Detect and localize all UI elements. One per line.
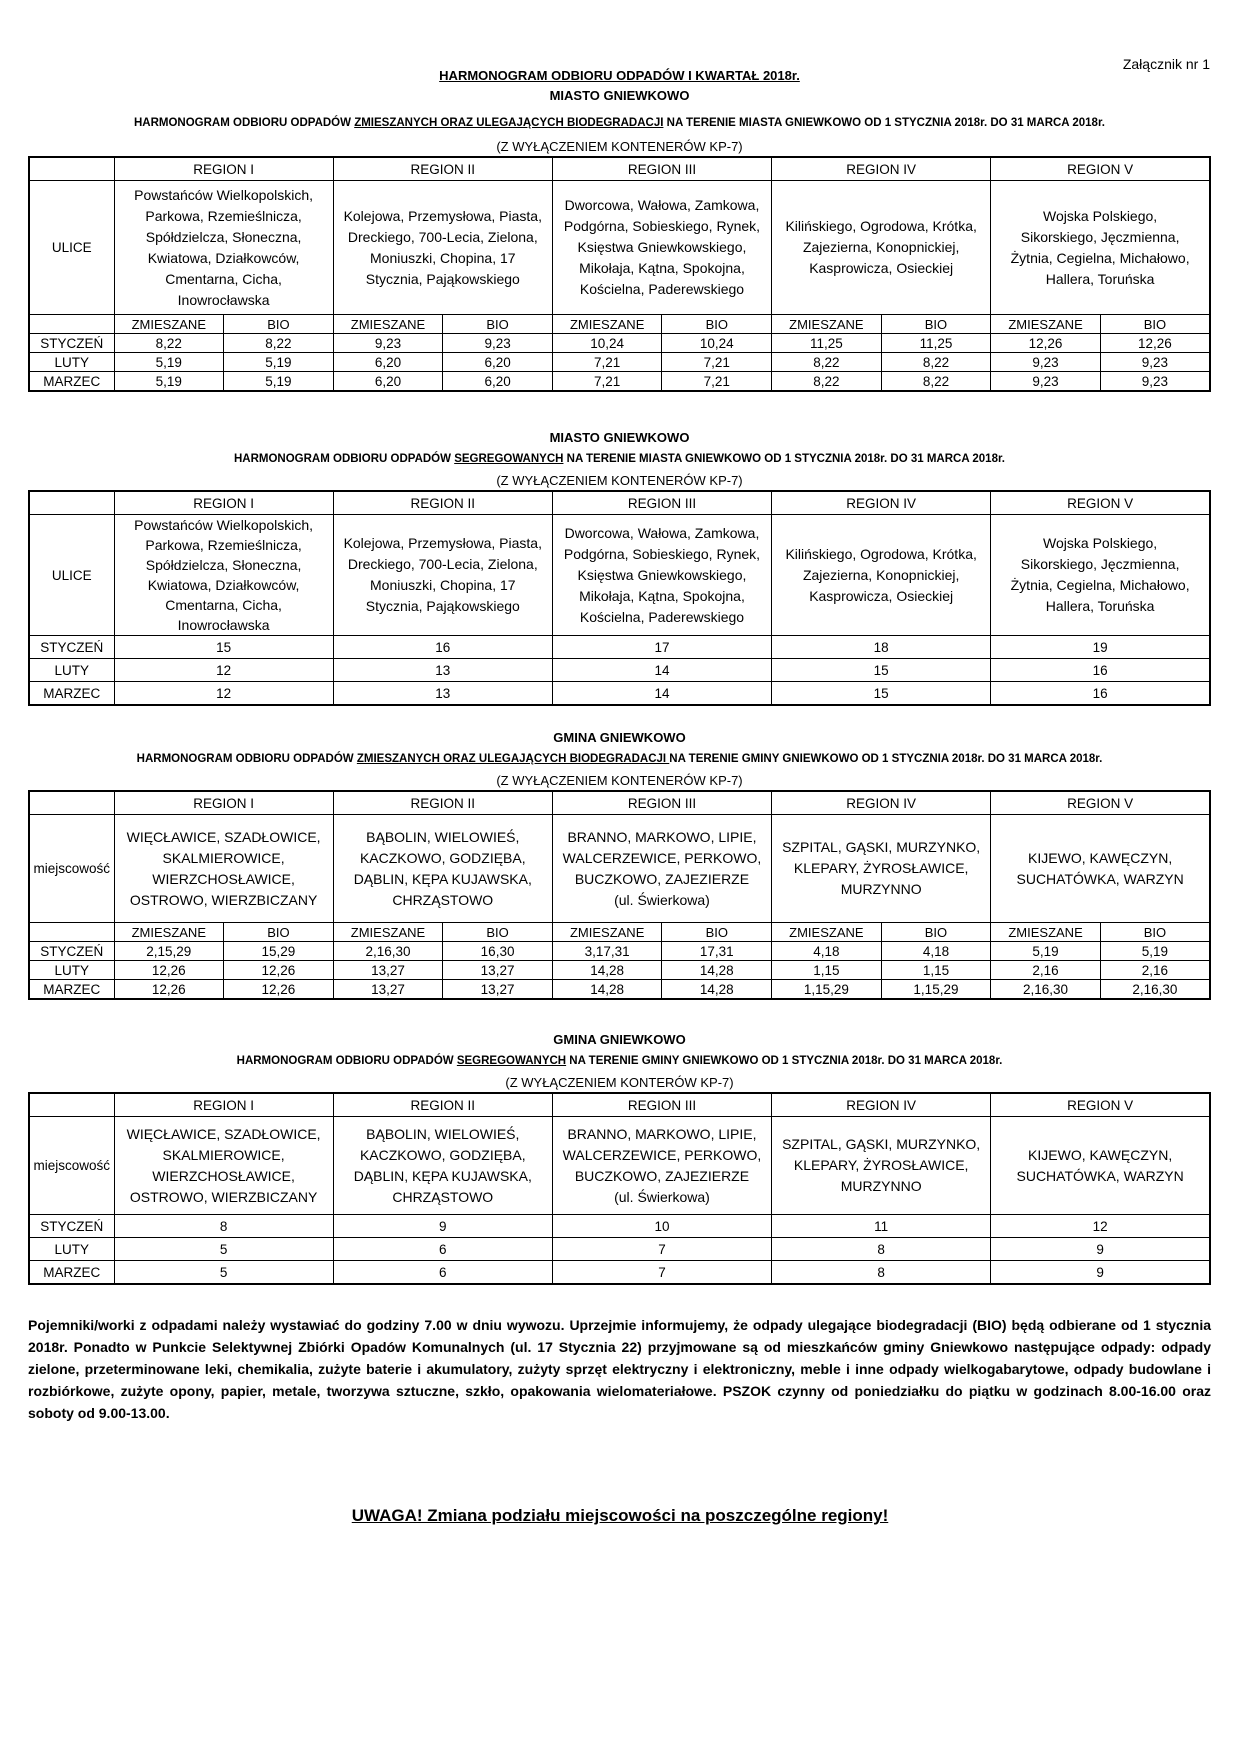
pickup-dates-cell: 7,21 (552, 353, 662, 372)
cell-line: WIĘCŁAWICE, SZADŁOWICE, (126, 828, 321, 845)
pickup-dates-cell: 8,22 (114, 334, 224, 353)
row-label-streets: ULICE (29, 181, 114, 315)
row-label-towns: miejscowość (29, 1117, 114, 1215)
exclusion-note: (Z WYŁĄCZENIEM KONTENERÓW KP-7) (496, 473, 743, 488)
waste-type-row (29, 923, 1210, 942)
pickup-dates-cell: 9,23 (991, 353, 1101, 372)
pickup-dates-cell: 8 (772, 1238, 991, 1261)
pickup-dates-cell: 6,20 (443, 372, 553, 392)
pickup-dates-cell: 6,20 (333, 353, 443, 372)
cell-line: OSTROWO, WIERZBICZANY (129, 891, 318, 908)
pickup-dates-cell: 9,23 (1100, 372, 1210, 392)
month-label: LUTY (29, 961, 114, 980)
col-mixed: ZMIESZANE (552, 923, 662, 942)
cell-line: Dreckiego, 700-Lecia, Zielona, (347, 556, 538, 572)
pickup-dates-cell: 8 (772, 1261, 991, 1285)
month-row (29, 1261, 1210, 1285)
towns-cell (114, 815, 333, 923)
cell-line: KIJEWO, KAWĘCZYN, (1028, 1146, 1173, 1163)
pickup-dates-cell: 6 (333, 1261, 552, 1285)
month-label: MARZEC (29, 682, 114, 706)
col-mixed: ZMIESZANE (552, 315, 662, 334)
towns-cell (772, 1117, 991, 1215)
pickup-dates-cell: 11,25 (772, 334, 882, 353)
gmina-mixed-table (28, 790, 1211, 1000)
pickup-dates-cell: 14,28 (662, 961, 772, 980)
cell-line: MURZYNNO (840, 881, 922, 897)
region-header: REGION I (114, 791, 333, 815)
pickup-dates-cell: 13 (333, 659, 552, 682)
cell-line: Kasprowicza, Osieckiej (809, 587, 954, 604)
cell-line: Powstańców Wielkopolskich, (134, 186, 314, 203)
exclusion-note: (Z WYŁĄCZENIEM KONTERÓW KP-7) (505, 1075, 734, 1090)
col-mixed: ZMIESZANE (333, 923, 443, 942)
month-label: LUTY (29, 659, 114, 682)
pickup-dates-cell: 9 (991, 1261, 1210, 1285)
pickup-dates-cell: 15 (114, 636, 333, 659)
pickup-dates-cell: 6,20 (443, 353, 553, 372)
pickup-dates-cell: 12,26 (114, 980, 224, 1000)
cell-line: Kwiatowa, Działkowców, (147, 249, 300, 266)
cell-line: Podgórna, Sobieskiego, Rynek, (563, 218, 761, 234)
waste-type-row (29, 315, 1210, 334)
pickup-dates-cell: 7 (552, 1238, 771, 1261)
region-header: REGION V (991, 791, 1210, 815)
document-title: HARMONOGRAM ODBIORU ODPADÓW I KWARTAŁ 2018r. (439, 68, 800, 83)
cell-line: Moniuszki, Chopina, 17 (370, 249, 516, 266)
month-row (29, 334, 1210, 353)
cell-line: BĄBOLIN, WIELOWIEŚ, (366, 828, 520, 845)
towns-cell (991, 815, 1210, 923)
pickup-dates-cell: 8,22 (772, 372, 882, 392)
cell-line: Cmentarna, Cicha, (165, 597, 282, 613)
col-mixed: ZMIESZANE (772, 923, 882, 942)
cell-line: DĄBLIN, KĘPA KUJAWSKA, (353, 1167, 532, 1184)
cell-line: Parkowa, Rzemieślnicza, (145, 537, 302, 553)
cell-line: Żytnia, Cegielna, Michałowo, (1010, 577, 1190, 593)
cell-line: WALCERZEWICE, PERKOWO, (562, 1146, 762, 1163)
pickup-dates-cell: 12 (114, 682, 333, 706)
pickup-dates-cell: 15,29 (224, 942, 334, 961)
section-subtitle: HARMONOGRAM ODBIORU ODPADÓW SEGREGOWANYCH NA TERENIE MIASTA GNIEWKOWO OD 1 STYCZNIA 2018r. DO 31 MARCA 2018r. (233, 453, 1006, 465)
month-label: MARZEC (29, 1261, 114, 1285)
cell-line: Wojska Polskiego, (1043, 535, 1158, 551)
streets-cell (772, 181, 991, 315)
col-mixed: ZMIESZANE (991, 923, 1101, 942)
col-mixed: ZMIESZANE (333, 315, 443, 334)
cell-line: BUCZKOWO, ZAJEZIERZE (574, 1167, 750, 1184)
cell-line: Dworcowa, Wałowa, Zamkowa, (564, 524, 760, 541)
cell-line: BĄBOLIN, WIELOWIEŚ, (366, 1125, 520, 1142)
pickup-dates-cell: 12,26 (991, 334, 1101, 353)
streets-cell (991, 515, 1210, 636)
towns-cell (772, 815, 991, 923)
cell-line: Kilińskiego, Ogrodowa, Krótka, (785, 218, 977, 234)
pickup-dates-cell: 10,24 (662, 334, 772, 353)
col-mixed: ZMIESZANE (114, 923, 224, 942)
warning-text: UWAGA! Zmiana podziału miejscowości na poszczególne regiony! (351, 1506, 889, 1525)
region-header: REGION III (552, 1093, 771, 1117)
col-bio: BIO (1100, 923, 1210, 942)
region-header: REGION V (991, 157, 1210, 181)
col-bio: BIO (443, 923, 553, 942)
cell-line: BRANNO, MARKOWO, LIPIE, (567, 828, 757, 845)
cell-line: Stycznia, Pająkowskiego (365, 270, 520, 287)
cell-line: WIERZCHOSŁAWICE, (152, 1167, 295, 1184)
cell-line: Kasprowicza, Osieckiej (809, 260, 954, 276)
streets-cell (552, 181, 771, 315)
pickup-dates-cell: 17 (552, 636, 771, 659)
cell-line: DĄBLIN, KĘPA KUJAWSKA, (353, 870, 532, 887)
pickup-dates-cell: 5,19 (1100, 942, 1210, 961)
region-header: REGION II (333, 491, 552, 515)
city-segregated-table (28, 490, 1211, 706)
cell-line: BRANNO, MARKOWO, LIPIE, (567, 1125, 757, 1142)
cell-line: Mikołaja, Kątna, Spokojna, (579, 260, 745, 276)
gmina-segregated-table (28, 1092, 1211, 1285)
region-header: REGION I (114, 1093, 333, 1117)
pickup-dates-cell: 17,31 (662, 942, 772, 961)
month-row (29, 1215, 1210, 1238)
col-mixed: ZMIESZANE (772, 315, 882, 334)
region-header: REGION II (333, 157, 552, 181)
month-row (29, 942, 1210, 961)
pickup-dates-cell: 14,28 (662, 980, 772, 1000)
pickup-dates-cell: 5,19 (991, 942, 1101, 961)
section-gmina-segregated (28, 1030, 1211, 1285)
col-bio: BIO (881, 315, 991, 334)
pickup-dates-cell: 11 (772, 1215, 991, 1238)
pickup-dates-cell: 2,15,29 (114, 942, 224, 961)
month-label: STYCZEŃ (29, 636, 114, 659)
pickup-dates-cell: 18 (772, 636, 991, 659)
pickup-dates-cell: 2,16,30 (333, 942, 443, 961)
region-header: REGION IV (772, 491, 991, 515)
pickup-dates-cell: 19 (991, 636, 1210, 659)
col-bio: BIO (662, 315, 772, 334)
streets-cell (333, 181, 552, 315)
row-label-towns: miejscowość (29, 815, 114, 923)
pickup-dates-cell: 2,16 (991, 961, 1101, 980)
cell-line: SZPITAL, GĄSKI, MURZYNKO, (782, 839, 981, 855)
pickup-dates-cell: 14 (552, 682, 771, 706)
pickup-dates-cell: 15 (772, 682, 991, 706)
month-row (29, 636, 1210, 659)
pickup-dates-cell: 9,23 (991, 372, 1101, 392)
pickup-dates-cell: 13,27 (333, 961, 443, 980)
cell-line: CHRZĄSTOWO (392, 891, 494, 908)
cell-line: KLEPARY, ŻYROSŁAWICE, (793, 1157, 969, 1173)
streets-cell (991, 181, 1210, 315)
exclusion-note: (Z WYŁĄCZENIEM KONTENERÓW KP-7) (496, 773, 743, 788)
streets-cell (114, 515, 333, 636)
col-bio: BIO (224, 923, 334, 942)
pickup-dates-cell: 8,22 (772, 353, 882, 372)
pickup-dates-cell: 10,24 (552, 334, 662, 353)
pickup-dates-cell: 12 (114, 659, 333, 682)
pickup-dates-cell: 16,30 (443, 942, 553, 961)
region-header: REGION III (552, 491, 771, 515)
month-row (29, 353, 1210, 372)
pickup-dates-cell: 14,28 (552, 980, 662, 1000)
notice-paragraph: Pojemniki/worki z odpadami należy wystawiać do godziny 7.00 w dniu wywozu. Uprzejmie informujemy, że odpady ulegające biodegradacji (BIO) będą odbierane od 1 stycznia 2018r. Ponadto w Punkcie Selektywnej Zbiórki Opadów Komunalnych (ul. 17 Stycznia 22) przyjmowane są od mieszkańców gminy Gniewkowo następujące odpady: odpady zielone, przeterminowane leki, chemikalia, zużyte baterie i akumulatory, zużyty sprzęt elektryczny i elektroniczny, meble i inne odpady wielkogabarytowe, odpady budowlane i rozbiórkowe, zużyte opony, papier, metale, tworzywa sztuczne, szkło, opakowania wielomateriałowe. PSZOK czynny od poniedziałku do piątku w godzinach 8.00-16.00 oraz soboty od 9.00-13.00. (28, 1317, 1211, 1421)
cell-line: Mikołaja, Kątna, Spokojna, (579, 587, 745, 604)
cell-line: Moniuszki, Chopina, 17 (370, 577, 516, 593)
cell-line: (ul. Świerkowa) (614, 1188, 710, 1205)
section-gmina-mixed (28, 728, 1211, 1000)
cell-line: Spółdzielcza, Słoneczna, (145, 557, 302, 573)
region-header: REGION II (333, 791, 552, 815)
pickup-dates-cell: 12,26 (114, 961, 224, 980)
streets-cell (114, 181, 333, 315)
month-row (29, 980, 1210, 1000)
cell-line: Żytnia, Cegielna, Michałowo, (1010, 249, 1190, 266)
region-header: REGION I (114, 157, 333, 181)
region-header: REGION III (552, 791, 771, 815)
cell-line: Zajezierna, Konopnickiej, (802, 239, 960, 255)
cell-line: Kolejowa, Przemysłowa, Piasta, (343, 207, 542, 224)
cell-line: Sikorskiego, Jęczmienna, (1020, 228, 1180, 245)
streets-cell (333, 515, 552, 636)
cell-line: WALCERZEWICE, PERKOWO, (562, 849, 762, 866)
region-header: REGION I (114, 491, 333, 515)
pickup-dates-cell: 5,19 (114, 353, 224, 372)
pickup-dates-cell: 10 (552, 1215, 771, 1238)
towns-cell (333, 1117, 552, 1215)
towns-cell (333, 815, 552, 923)
pickup-dates-cell: 9,23 (443, 334, 553, 353)
cell-line: Dworcowa, Wałowa, Zamkowa, (564, 197, 760, 213)
col-bio: BIO (224, 315, 334, 334)
cell-line: Hallera, Toruńska (1045, 598, 1155, 614)
cell-line: Kwiatowa, Działkowców, (147, 577, 300, 593)
pickup-dates-cell: 14,28 (552, 961, 662, 980)
pickup-dates-cell: 7,21 (552, 372, 662, 392)
pickup-dates-cell: 8,22 (224, 334, 334, 353)
pickup-dates-cell: 8,22 (881, 372, 991, 392)
section-heading: MIASTO GNIEWKOWO (549, 88, 690, 103)
col-bio: BIO (662, 923, 772, 942)
pickup-dates-cell: 9 (991, 1238, 1210, 1261)
month-label: MARZEC (29, 372, 114, 392)
month-row (29, 961, 1210, 980)
pickup-dates-cell: 13 (333, 682, 552, 706)
pickup-dates-cell: 4,18 (772, 942, 882, 961)
month-label: LUTY (29, 353, 114, 372)
cell-line: OSTROWO, WIERZBICZANY (129, 1188, 318, 1205)
pickup-dates-cell: 5,19 (224, 353, 334, 372)
pickup-dates-cell: 12,26 (224, 961, 334, 980)
month-label: LUTY (29, 1238, 114, 1261)
cell-line: SUCHATÓWKA, WARZYN (1016, 1167, 1184, 1184)
cell-line: WIERZCHOSŁAWICE, (152, 870, 295, 887)
cell-line: Spółdzielcza, Słoneczna, (145, 228, 302, 245)
pickup-dates-cell: 11,25 (881, 334, 991, 353)
cell-line: KACZKOWO, GODZIĘBA, (359, 849, 526, 866)
pickup-dates-cell: 5,19 (114, 372, 224, 392)
month-label: STYCZEŃ (29, 942, 114, 961)
cell-line: MURZYNNO (840, 1178, 922, 1194)
month-row (29, 659, 1210, 682)
cell-line: Podgórna, Sobieskiego, Rynek, (563, 545, 761, 562)
cell-line: Kościelna, Paderewskiego (579, 281, 745, 297)
cell-line: SKALMIEROWICE, (162, 849, 285, 866)
cell-line: Kilińskiego, Ogrodowa, Krótka, (785, 545, 977, 562)
pickup-dates-cell: 3,17,31 (552, 942, 662, 961)
region-header: REGION III (552, 157, 771, 181)
section-city-mixed (28, 66, 1211, 392)
pickup-dates-cell: 5 (114, 1238, 333, 1261)
pickup-dates-cell: 8 (114, 1215, 333, 1238)
pickup-dates-cell: 7,21 (662, 372, 772, 392)
cell-line: Wojska Polskiego, (1043, 207, 1158, 224)
col-bio: BIO (881, 923, 991, 942)
cell-line: Stycznia, Pająkowskiego (365, 598, 520, 614)
pickup-dates-cell: 5,19 (224, 372, 334, 392)
pickup-dates-cell: 16 (333, 636, 552, 659)
month-row (29, 372, 1210, 392)
cell-line: Inowrocławska (177, 291, 270, 308)
region-header: REGION IV (772, 791, 991, 815)
cell-line: CHRZĄSTOWO (392, 1188, 494, 1205)
pickup-dates-cell: 8,22 (881, 353, 991, 372)
cell-line: Księstwa Gniewkowskiego, (577, 239, 747, 255)
streets-cell (552, 515, 771, 636)
pickup-dates-cell: 2,16 (1100, 961, 1210, 980)
pickup-dates-cell: 6 (333, 1238, 552, 1261)
month-row (29, 1238, 1210, 1261)
month-label: MARZEC (29, 980, 114, 1000)
region-header: REGION II (333, 1093, 552, 1117)
cell-line: Kościelna, Paderewskiego (579, 608, 745, 625)
towns-cell (552, 815, 771, 923)
pickup-dates-cell: 15 (772, 659, 991, 682)
pickup-dates-cell: 13,27 (333, 980, 443, 1000)
month-row (29, 682, 1210, 706)
pickup-dates-cell: 9,23 (1100, 353, 1210, 372)
cell-line: BUCZKOWO, ZAJEZIERZE (574, 870, 750, 887)
towns-cell (114, 1117, 333, 1215)
pickup-dates-cell: 5 (114, 1261, 333, 1285)
pickup-dates-cell: 12,26 (224, 980, 334, 1000)
city-mixed-table (28, 156, 1211, 392)
pickup-dates-cell: 1,15,29 (772, 980, 882, 1000)
cell-line: Sikorskiego, Jęczmienna, (1020, 556, 1180, 572)
cell-line: (ul. Świerkowa) (614, 891, 710, 908)
col-bio: BIO (1100, 315, 1210, 334)
section-heading: MIASTO GNIEWKOWO (549, 430, 690, 445)
section-subtitle: HARMONOGRAM ODBIORU ODPADÓW ZMIESZANYCH ORAZ ULEGAJĄCYCH BIODEGRADACJI NA TERENIE MIASTA GNIEWKOWO OD 1 STYCZNIA 2018r. DO 31 MARCA 2018r. (133, 117, 1105, 129)
cell-line: KIJEWO, KAWĘCZYN, (1028, 849, 1173, 866)
cell-line: KLEPARY, ŻYROSŁAWICE, (793, 860, 969, 876)
region-header: REGION V (991, 1093, 1210, 1117)
region-header: REGION IV (772, 157, 991, 181)
section-heading: GMINA GNIEWKOWO (553, 730, 686, 745)
pickup-dates-cell: 13,27 (443, 961, 553, 980)
cell-line: Zajezierna, Konopnickiej, (802, 566, 960, 583)
pickup-dates-cell: 4,18 (881, 942, 991, 961)
cell-line: Kolejowa, Przemysłowa, Piasta, (343, 535, 542, 551)
month-label: STYCZEŃ (29, 334, 114, 353)
pickup-dates-cell: 1,15,29 (881, 980, 991, 1000)
towns-cell (552, 1117, 771, 1215)
pickup-dates-cell: 9 (333, 1215, 552, 1238)
pickup-dates-cell: 9,23 (333, 334, 443, 353)
pickup-dates-cell: 12,26 (1100, 334, 1210, 353)
section-subtitle: HARMONOGRAM ODBIORU ODPADÓW SEGREGOWANYCH NA TERENIE GMINY GNIEWKOWO OD 1 STYCZNIA 2018r. DO 31 MARCA 2018r. (236, 1055, 1003, 1067)
cell-line: Hallera, Toruńska (1045, 270, 1155, 287)
cell-line: WIĘCŁAWICE, SZADŁOWICE, (126, 1125, 321, 1142)
region-header: REGION V (991, 491, 1210, 515)
pickup-dates-cell: 13,27 (443, 980, 553, 1000)
cell-line: Powstańców Wielkopolskich, (134, 517, 314, 533)
pickup-dates-cell: 7 (552, 1261, 771, 1285)
pickup-dates-cell: 16 (991, 659, 1210, 682)
cell-line: KACZKOWO, GODZIĘBA, (359, 1146, 526, 1163)
col-mixed: ZMIESZANE (114, 315, 224, 334)
pickup-dates-cell: 2,16,30 (991, 980, 1101, 1000)
col-mixed: ZMIESZANE (991, 315, 1101, 334)
attachment-label: Załącznik nr 1 (1122, 56, 1210, 72)
cell-line: Inowrocławska (177, 617, 270, 633)
cell-line: SKALMIEROWICE, (162, 1146, 285, 1163)
cell-line: SUCHATÓWKA, WARZYN (1016, 870, 1184, 887)
row-label-streets: ULICE (29, 515, 114, 636)
towns-cell (991, 1117, 1210, 1215)
section-subtitle: HARMONOGRAM ODBIORU ODPADÓW ZMIESZANYCH ORAZ ULEGAJĄCYCH BIODEGRADACJI NA TERENIE GMINY GNIEWKOWO OD 1 STYCZNIA 2018r. DO 31 MARCA 2018r. (136, 753, 1103, 765)
cell-line: Księstwa Gniewkowskiego, (577, 566, 747, 583)
pickup-dates-cell: 12 (991, 1215, 1210, 1238)
pickup-dates-cell: 7,21 (662, 353, 772, 372)
pickup-dates-cell: 1,15 (881, 961, 991, 980)
cell-line: Parkowa, Rzemieślnicza, (145, 207, 302, 224)
cell-line: Dreckiego, 700-Lecia, Zielona, (347, 228, 538, 245)
section-city-segregated (28, 428, 1211, 706)
pickup-dates-cell: 14 (552, 659, 771, 682)
month-label: STYCZEŃ (29, 1215, 114, 1238)
pickup-dates-cell: 6,20 (333, 372, 443, 392)
cell-line: Cmentarna, Cicha, (165, 270, 282, 287)
region-header: REGION IV (772, 1093, 991, 1117)
streets-cell (772, 515, 991, 636)
section-heading: GMINA GNIEWKOWO (553, 1032, 686, 1047)
pickup-dates-cell: 16 (991, 682, 1210, 706)
cell-line: SZPITAL, GĄSKI, MURZYNKO, (782, 1136, 981, 1152)
pickup-dates-cell: 2,16,30 (1100, 980, 1210, 1000)
col-bio: BIO (443, 315, 553, 334)
exclusion-note: (Z WYŁĄCZENIEM KONTENERÓW KP-7) (496, 139, 743, 154)
pickup-dates-cell: 1,15 (772, 961, 882, 980)
